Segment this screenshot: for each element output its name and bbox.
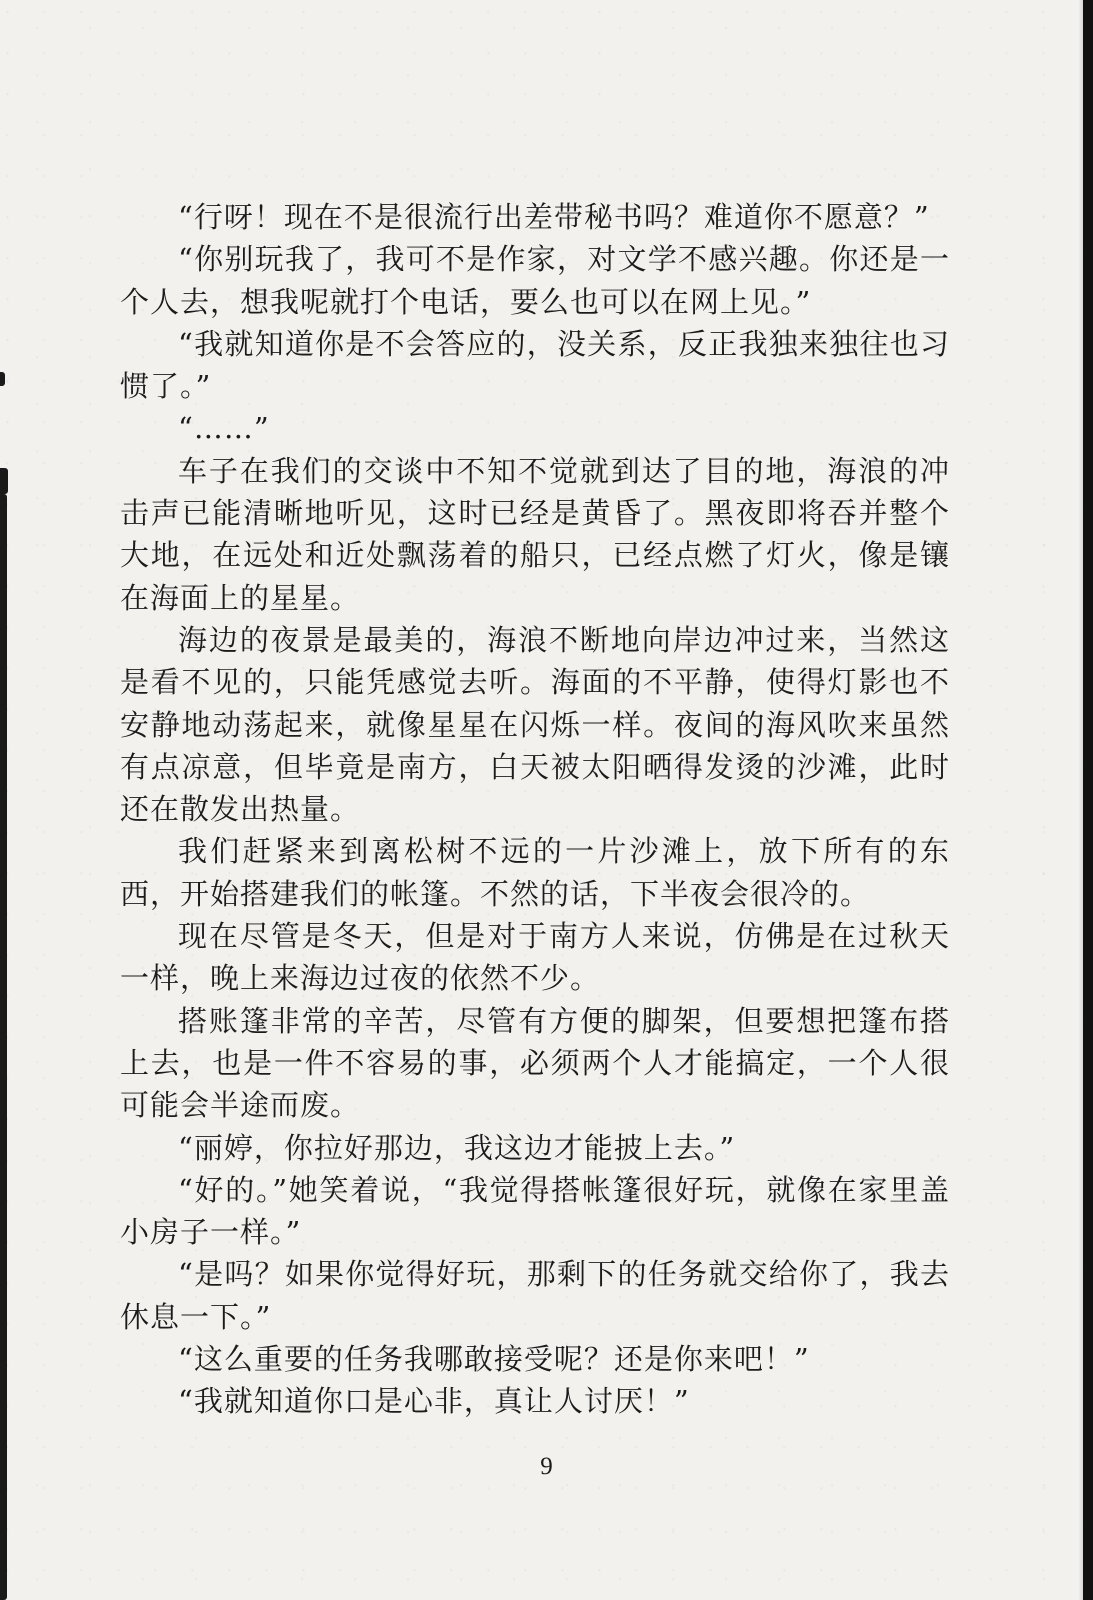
paragraph: “我就知道你口是心非，真让人讨厌！” (178, 1384, 690, 1419)
paragraph: 海边的夜景是最美的，海浪不断地向岸边冲过来，当然这是看不见的，只能凭感觉去听。海面的不平静，使得灯影也不安静地动荡起来，就像星星在闪烁一样。夜间的海风吹来虽然有点凉意，但毕竟是南方，白天被太阳晒得发烫的沙滩，此时还在散发出热量。 (120, 622, 950, 827)
paragraph: “你别玩我了，我可不是作家，对文学不感兴趣。你还是一个人去，想我呢就打个电话，要么也可以在网上见。” (120, 242, 950, 319)
paragraph: “……” (178, 411, 270, 446)
paragraph: “我就知道你是不会答应的，没关系，反正我独来独往也习惯了。” (120, 326, 950, 404)
page-number: 9 (540, 1453, 553, 1480)
scan-border-right (1083, 0, 1093, 1600)
paragraph: “好的。”她笑着说，“我觉得搭帐篷很好玩，就像在家里盖小房子一样。” (120, 1172, 950, 1250)
scan-binding-shadow (0, 494, 7, 1600)
paragraph: “行呀！现在不是很流行出差带秘书吗？难道你不愿意？” (178, 200, 930, 234)
body-text (120, 196, 950, 1423)
scan-mark (0, 372, 5, 386)
scan-mark (0, 468, 8, 494)
paragraph: 我们赶紧来到离松树不远的一片沙滩上，放下所有的东西，开始搭建我们的帐篷。不然的话，下半夜会很冷的。 (120, 834, 950, 911)
paragraph: 车子在我们的交谈中不知不觉就到达了目的地，海浪的冲击声已能清晰地听见，这时已经是黄昏了。黑夜即将吞并整个大地，在远处和近处飘荡着的船只，已经点燃了灯火，像是镶在海面上的星星。 (120, 453, 950, 615)
paragraph: “是吗？如果你觉得好玩，那剩下的任务就交给你了，我去休息一下。” (120, 1257, 950, 1334)
paragraph: 搭账篷非常的辛苦，尽管有方便的脚架，但要想把篷布搭上去，也是一件不容易的事，必须两个人才能搞定，一个人很可能会半途而废。 (120, 1003, 950, 1123)
paragraph: 现在尽管是冬天，但是对于南方人来说，仿佛是在过秋天一样，晚上来海边过夜的依然不少。 (120, 919, 950, 996)
paragraph: “这么重要的任务我哪敢接受呢？还是你来吧！” (178, 1342, 810, 1377)
paragraph: “丽婷，你拉好那边，我这边才能披上去。” (178, 1130, 736, 1165)
